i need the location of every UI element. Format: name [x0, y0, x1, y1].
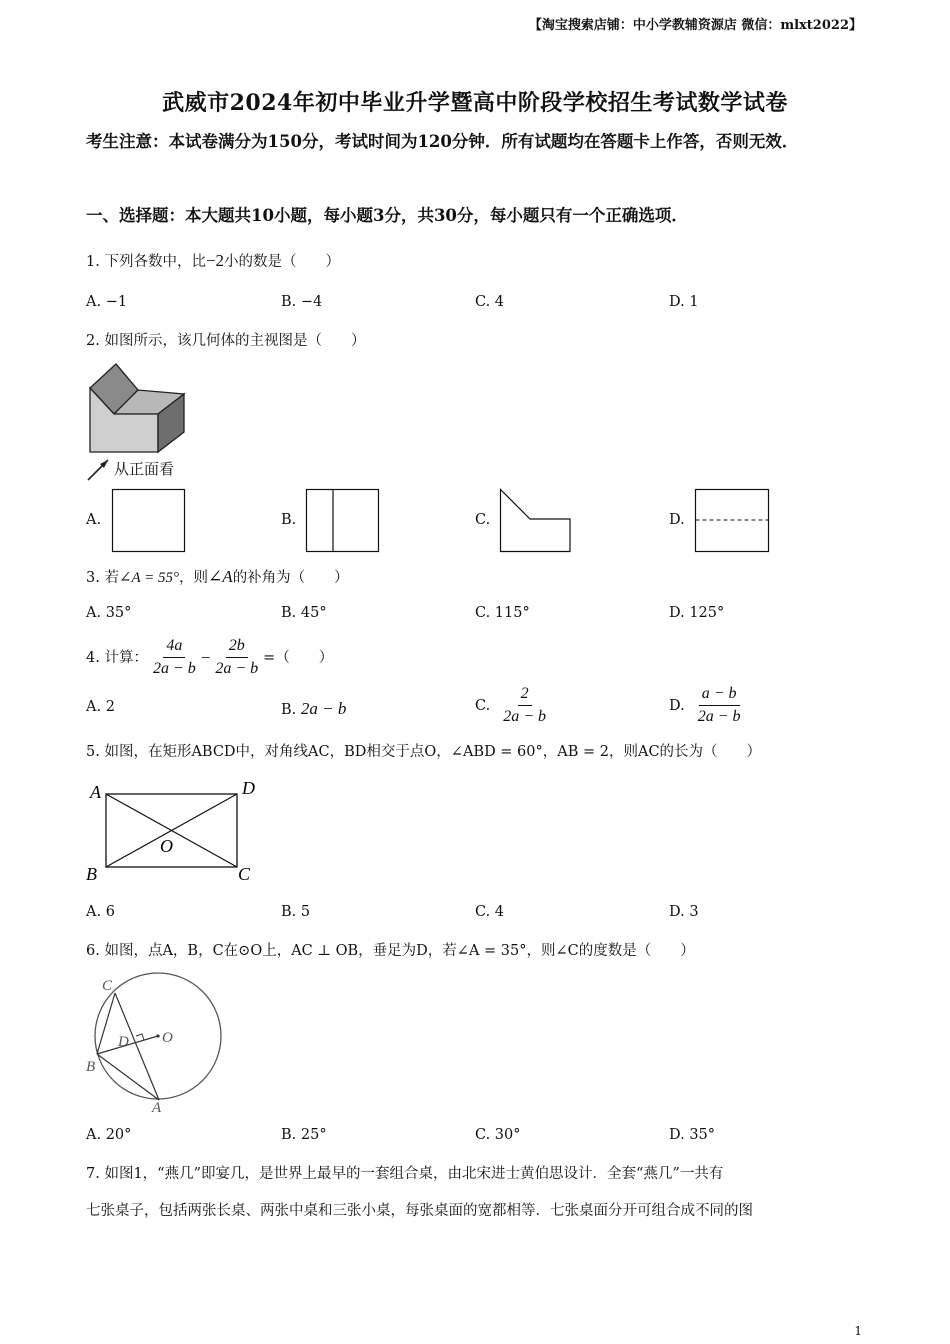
label-o: O [162, 1030, 173, 1046]
label-d: D [242, 778, 255, 798]
question-7-line-1: 7. 如图1，“燕几”即宴几，是世界上最早的一套组合桌，由北宋进士黄伯思设计．全套“燕几”一共有 [86, 1166, 724, 1182]
fraction-1: $\frac{4a}{2a - b}$ [152, 637, 196, 677]
label-a: A [90, 782, 101, 802]
rectangle-figure [86, 776, 266, 886]
question-2-stem: 2. 如图所示，该几何体的主视图是（ ） [86, 333, 366, 349]
q2-option-a-figure [112, 489, 186, 553]
q3-option-d: D. 125° [669, 605, 725, 621]
page-title: 武威市2024年初中毕业升学暨高中阶段学校招生考试数学试卷 [162, 90, 788, 116]
q4-option-c: C. $\frac{2}{2a - b}$ [475, 685, 546, 725]
page-number: 1 [854, 1324, 862, 1338]
label-d: D [118, 1034, 129, 1050]
question-1-stem: 1. 下列各数中，比−2小的数是（ ） [86, 251, 341, 270]
question-4-stem: 4. 计算： $\frac{4a}{2a - b}$ − $\frac{2b}{2a - b}$ =（ ） [86, 637, 334, 677]
circle-figure [86, 976, 226, 1116]
question-3-stem: 3. 若∠A = 55°，则∠A的补角为（ ） [86, 567, 349, 586]
q4-option-b: B. 2a − b [281, 699, 347, 718]
label-c: C [238, 864, 251, 884]
label-o: O [160, 836, 173, 856]
question-7-line-2: 七张桌子，包括两张长桌、两张中桌和三张小桌，每张桌面的宽都相等．七张桌面分开可组合成不同的图 [86, 1203, 753, 1219]
q6-option-c: C. 30° [475, 1127, 521, 1143]
q2-option-c-figure [500, 489, 574, 553]
q6-option-a: A. 20° [86, 1127, 132, 1143]
fraction-2: $\frac{2b}{2a - b}$ [215, 637, 259, 677]
header-note: 【淘宝搜索店铺：中小学教辅资源店 微信：mlxt2022】 [528, 18, 862, 33]
q3-option-c: C. 115° [475, 605, 530, 621]
q5-option-d: D. 3 [669, 904, 699, 920]
q3-option-b: B. 45° [281, 605, 327, 621]
q2-option-d-figure [695, 489, 771, 553]
q5-option-c: C. 4 [475, 904, 505, 920]
label-c: C [102, 978, 113, 994]
q5-option-b: B. 5 [281, 904, 311, 920]
q2-option-b-figure [306, 489, 380, 553]
q2-option-b-letter: B. [281, 512, 297, 528]
q6-option-d: D. 35° [669, 1127, 716, 1143]
q1-option-c: C. 4 [475, 294, 505, 310]
question-5-stem: 5. 如图，在矩形ABCD中，对角线AC，BD相交于点O，∠ABD = 60°，AB = 2，则AC的长为（ ） [86, 744, 762, 760]
q1-option-d: D. 1 [669, 294, 699, 310]
q2-option-a-letter: A. [86, 512, 102, 528]
exam-notice: 考生注意：本试卷满分为150分，考试时间为120分钟．所有试题均在答题卡上作答，否则无效． [86, 132, 799, 151]
q3-option-a: A. 35° [86, 605, 132, 621]
q2-option-c-letter: C. [475, 512, 491, 528]
label-b: B [86, 1059, 96, 1075]
q2-option-d-letter: D. [669, 512, 685, 528]
q1-option-a: A. −1 [86, 294, 128, 310]
q1-option-b: B. −4 [281, 294, 323, 310]
question-6-stem: 6. 如图，点A，B，C在⊙O上，AC ⊥ OB，垂足为D，若∠A = 35°，则∠C的度数是（ ） [86, 943, 695, 959]
q4-option-a: A. 2 [86, 699, 115, 715]
view-direction-label: 从正面看 [114, 460, 175, 478]
label-b: B [86, 864, 97, 884]
q6-option-b: B. 25° [281, 1127, 327, 1143]
q4-option-d: D. $\frac{a - b}{2a - b}$ [669, 685, 741, 725]
label-a: A [152, 1100, 162, 1116]
q5-option-a: A. 6 [86, 904, 115, 920]
section-heading: 一、选择题：本大题共10小题，每小题3分，共30分，每小题只有一个正确选项． [86, 206, 688, 225]
